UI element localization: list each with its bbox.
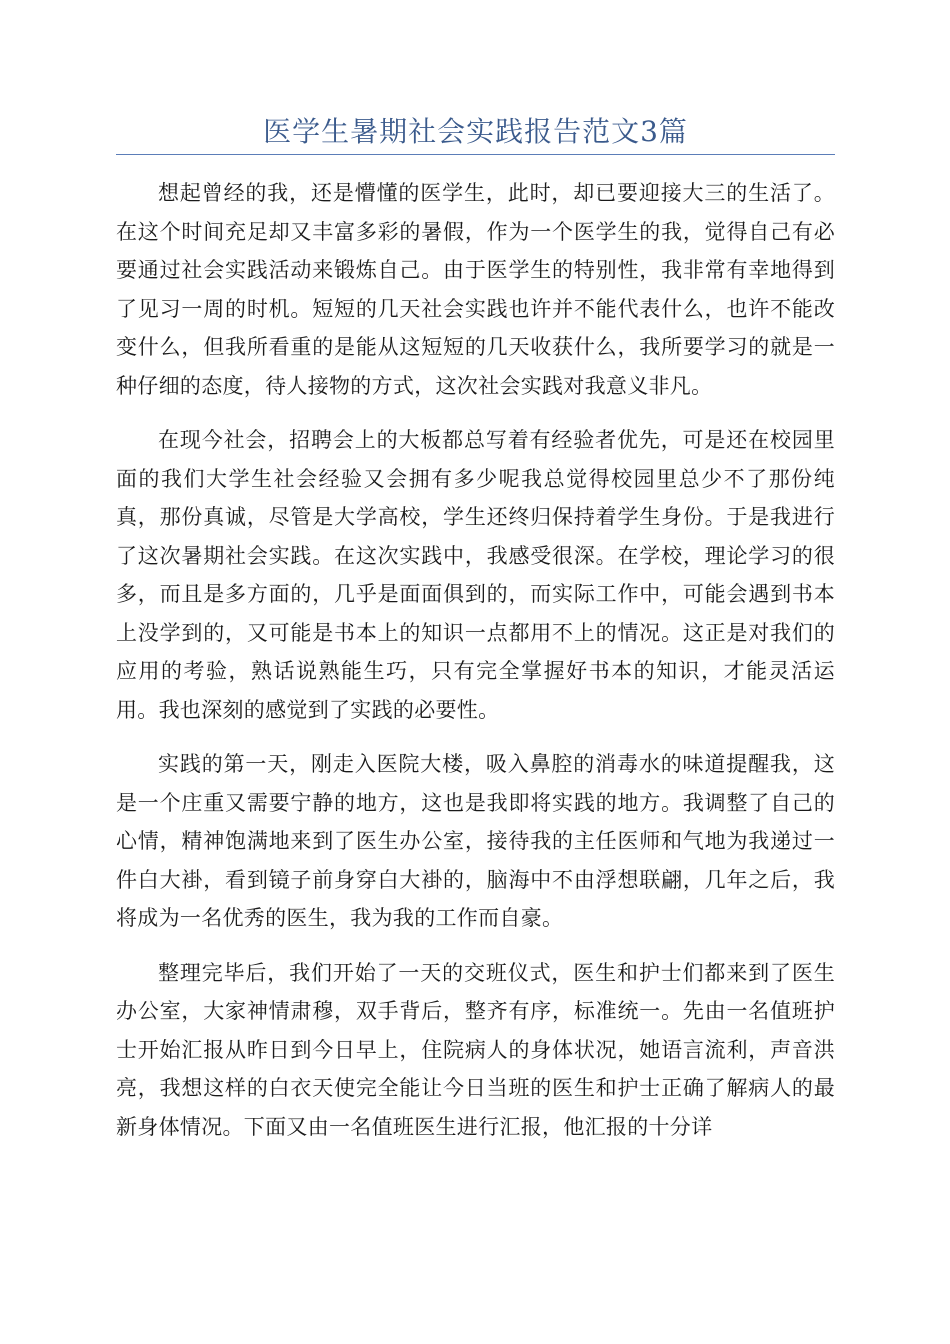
paragraph-1: 想起曾经的我，还是懵懂的医学生，此时，却已要迎接大三的生活了。在这个时间充足却又丰富多彩的暑假，作为一个医学生的我，觉得自己有必要通过社会实践活动来锻炼自己。由于医学生的特别性，我非常有幸地得到了见习一周的时机。短短的几天社会实践也许并不能代表什么，也许不能改变什么，但我所看重的是能从这短短的几天收获什么，我所要学习的就是一种仔细的态度，待人接物的方式，这次社会实践对我意义非凡。	[116, 181, 835, 398]
paragraph-3: 实践的第一天，刚走入医院大楼，吸入鼻腔的消毒水的味道提醒我，这是一个庄重又需要宁静的地方，这也是我即将实践的地方。我调整了自己的心情，精神饱满地来到了医生办公室，接待我的主任医师和气地为我递过一件白大褂，看到镜子前身穿白大褂的，脑海中不由浮想联翩，几年之后，我将成为一名优秀的医生，我为我的工作而自豪。	[116, 752, 835, 930]
document-title: 医学生暑期社会实践报告范文3篇	[263, 115, 688, 148]
paragraph-2: 在现今社会，招聘会上的大板都总写着有经验者优先，可是还在校园里面的我们大学生社会经验又会拥有多少呢我总觉得校园里总少不了那份纯真，那份真诚，尽管是大学高校，学生还终归保持着学生身份。于是我进行了这次暑期社会实践。在这次实践中，我感受很深。在学校，理论学习的很多，而且是多方面的，几乎是面面俱到的，而实际工作中，可能会遇到书本上没学到的，又可能是书本上的知识一点都用不上的情况。这正是对我们的应用的考验，熟话说熟能生巧，只有完全掌握好书本的知识，才能灵活运用。我也深刻的感觉到了实践的必要性。	[116, 428, 835, 722]
title-underline	[116, 154, 835, 155]
document-body	[116, 174, 835, 1162]
paragraph-4: 整理完毕后，我们开始了一天的交班仪式，医生和护士们都来到了医生办公室，大家神情肃穆，双手背后，整齐有序，标准统一。先由一名值班护士开始汇报从昨日到今日早上，住院病人的身体状况，她语言流利，声音洪亮，我想这样的白衣天使完全能让今日当班的医生和护士正确了解病人的最新身体情况。下面又由一名值班医生进行汇报，他汇报的十分详	[116, 960, 835, 1139]
